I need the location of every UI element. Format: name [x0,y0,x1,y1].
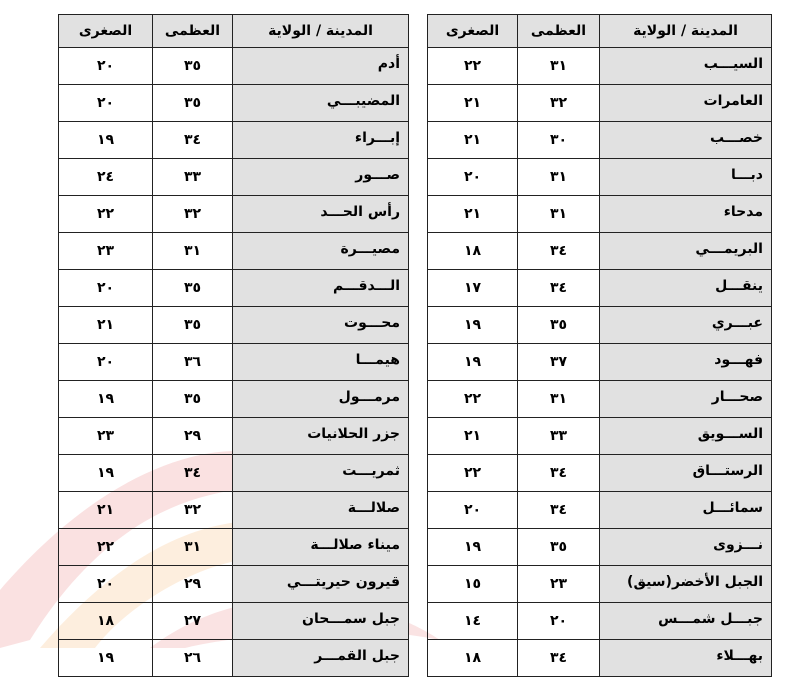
min-temp-cell: ٢١ [59,492,153,529]
max-temp-cell: ٣٤ [153,455,233,492]
max-temp-cell: ٣٦ [153,344,233,381]
max-temp-cell: ٢٧ [153,603,233,640]
min-temp-cell: ١٩ [428,344,518,381]
table-row [428,566,772,603]
header-city: المدينة / الولاية [600,15,772,48]
max-temp-cell: ٣٣ [518,418,600,455]
table-row [428,492,772,529]
max-temp-cell: ٣٧ [518,344,600,381]
min-temp-cell: ٢٠ [59,566,153,603]
city-cell: رأس الحـــد [233,196,409,233]
min-temp-cell: ١٩ [428,307,518,344]
max-temp-cell: ٢٩ [153,566,233,603]
header-city: المدينة / الولاية [233,15,409,48]
min-temp-cell: ٢١ [428,196,518,233]
max-temp-cell: ٣١ [518,48,600,85]
min-temp-cell: ٢٠ [428,492,518,529]
min-temp-cell: ٢١ [428,85,518,122]
max-temp-cell: ٣١ [518,381,600,418]
city-cell: هيمـــا [233,344,409,381]
min-temp-cell: ٢١ [428,122,518,159]
table-row [428,85,772,122]
max-temp-cell: ٣٥ [518,307,600,344]
city-cell: قيرون حيريتـــي [233,566,409,603]
max-temp-cell: ٣٥ [153,48,233,85]
max-temp-cell: ٣٤ [518,492,600,529]
city-cell: جزر الحلانيات [233,418,409,455]
table-row [428,418,772,455]
city-cell: نـــزوى [600,529,772,566]
table-header-row [59,15,409,48]
table-row [428,270,772,307]
temperature-table-right [427,14,772,677]
city-cell: الرستـــاق [600,455,772,492]
table-row [59,233,409,270]
max-temp-cell: ٣٤ [153,122,233,159]
table-row [428,529,772,566]
table-row [59,418,409,455]
city-cell: البريمـــي [600,233,772,270]
max-temp-cell: ٣٥ [518,529,600,566]
max-temp-cell: ٣٤ [518,233,600,270]
table-row [59,196,409,233]
table-row [59,492,409,529]
city-cell: محـــوت [233,307,409,344]
min-temp-cell: ١٩ [59,122,153,159]
city-cell: صحـــار [600,381,772,418]
table-row [428,603,772,640]
table-row [59,122,409,159]
city-cell: فهـــود [600,344,772,381]
max-temp-cell: ٣٢ [518,85,600,122]
header-min: الصغرى [59,15,153,48]
table-row [59,603,409,640]
min-temp-cell: ٢٣ [59,233,153,270]
min-temp-cell: ١٩ [59,381,153,418]
city-cell: المضيبـــي [233,85,409,122]
header-max: العظمى [518,15,600,48]
table-row [59,344,409,381]
min-temp-cell: ١٧ [428,270,518,307]
city-cell: عبـــري [600,307,772,344]
min-temp-cell: ١٩ [59,455,153,492]
city-cell: ميناء صلالـــة [233,529,409,566]
city-cell: مصيـــرة [233,233,409,270]
table-row [59,159,409,196]
min-temp-cell: ٢١ [428,418,518,455]
max-temp-cell: ٣٥ [153,307,233,344]
min-temp-cell: ١٩ [59,640,153,677]
table-row [59,48,409,85]
city-cell: أدم [233,48,409,85]
min-temp-cell: ١٨ [59,603,153,640]
city-cell: جبـــل شمـــس [600,603,772,640]
city-cell: جبل القمـــر [233,640,409,677]
max-temp-cell: ٣٠ [518,122,600,159]
min-temp-cell: ٢٢ [428,455,518,492]
table-row [59,381,409,418]
table-row [59,529,409,566]
city-cell: العامرات [600,85,772,122]
header-max: العظمى [153,15,233,48]
max-temp-cell: ٢٠ [518,603,600,640]
table-row [428,344,772,381]
min-temp-cell: ١٤ [428,603,518,640]
city-cell: الســـويق [600,418,772,455]
city-cell: دبـــا [600,159,772,196]
table-row [428,307,772,344]
table-row [428,381,772,418]
max-temp-cell: ٣٤ [518,270,600,307]
city-cell: جبل سمـــحان [233,603,409,640]
table-body-right [428,48,772,677]
table-row [428,196,772,233]
min-temp-cell: ٢٠ [428,159,518,196]
max-temp-cell: ٢٦ [153,640,233,677]
max-temp-cell: ٣٣ [153,159,233,196]
table-row [428,48,772,85]
max-temp-cell: ٣٤ [518,455,600,492]
table-row [59,270,409,307]
min-temp-cell: ٢٢ [428,381,518,418]
table-row [59,640,409,677]
min-temp-cell: ١٨ [428,640,518,677]
min-temp-cell: ٢٢ [59,196,153,233]
min-temp-cell: ٢٠ [59,270,153,307]
city-cell: ينقـــل [600,270,772,307]
table-row [59,85,409,122]
max-temp-cell: ٣١ [153,233,233,270]
table-body-left [59,48,409,677]
max-temp-cell: ٣٢ [153,196,233,233]
city-cell: صـــور [233,159,409,196]
min-temp-cell: ٢٢ [59,529,153,566]
temperature-table-left [58,14,409,677]
table-row [59,307,409,344]
city-cell: بهـــلاء [600,640,772,677]
table-row [428,233,772,270]
table-row [59,566,409,603]
table-row [428,122,772,159]
table-row [59,455,409,492]
header-min: الصغرى [428,15,518,48]
city-cell: خصـــب [600,122,772,159]
city-cell: الـــدقـــم [233,270,409,307]
min-temp-cell: ٢٠ [59,48,153,85]
min-temp-cell: ١٨ [428,233,518,270]
max-temp-cell: ٣١ [153,529,233,566]
table-row [428,159,772,196]
min-temp-cell: ١٥ [428,566,518,603]
max-temp-cell: ٣٢ [153,492,233,529]
max-temp-cell: ٢٩ [153,418,233,455]
min-temp-cell: ٢١ [59,307,153,344]
min-temp-cell: ٢٢ [428,48,518,85]
city-cell: صلالـــة [233,492,409,529]
city-cell: إبـــراء [233,122,409,159]
min-temp-cell: ٢٣ [59,418,153,455]
max-temp-cell: ٣١ [518,196,600,233]
table-header-row [428,15,772,48]
city-cell: سمائـــل [600,492,772,529]
city-cell: مدحاء [600,196,772,233]
min-temp-cell: ٢٠ [59,344,153,381]
city-cell: مرمـــول [233,381,409,418]
city-cell: السيـــب [600,48,772,85]
min-temp-cell: ١٩ [428,529,518,566]
table-row [428,455,772,492]
max-temp-cell: ٣٥ [153,85,233,122]
max-temp-cell: ٣١ [518,159,600,196]
table-row [428,640,772,677]
min-temp-cell: ٢٠ [59,85,153,122]
city-cell: ثمريـــت [233,455,409,492]
max-temp-cell: ٣٥ [153,381,233,418]
max-temp-cell: ٣٤ [518,640,600,677]
max-temp-cell: ٣٥ [153,270,233,307]
max-temp-cell: ٢٣ [518,566,600,603]
min-temp-cell: ٢٤ [59,159,153,196]
city-cell: الجبل الأخضر(سيق) [600,566,772,603]
